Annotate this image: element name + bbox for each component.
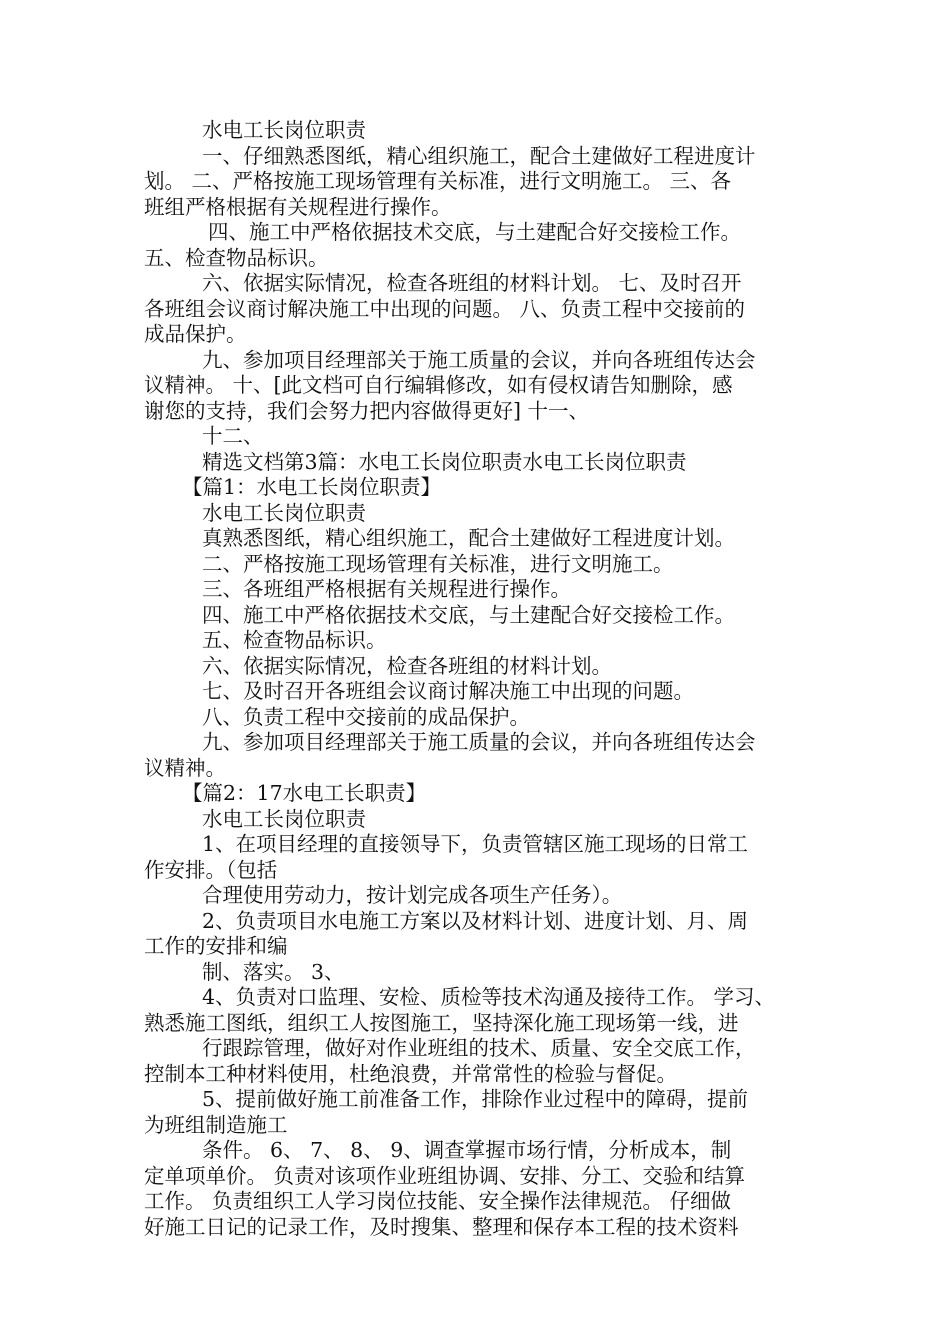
text-line: 工作的安排和编: [144, 934, 288, 958]
text-line: 精选文档第3篇：水电工长岗位职责水电工长岗位职责: [202, 449, 687, 474]
text-line: 班组严格根据有关规程进行操作。: [144, 194, 452, 219]
text-line: 真熟悉图纸，精心组织施工，配合土建做好工程进度计划。: [202, 526, 735, 550]
text-line: 成品保护。: [144, 322, 247, 346]
text-line: 五、检查物品标识。: [202, 628, 387, 652]
text-line: 1、在项目经理的直接领导下，负责管辖区施工现场的日常工: [202, 832, 749, 856]
text-line: 划。 二、严格按施工现场管理有关标准，进行文明施工。 三、各: [144, 169, 732, 193]
text-line: 定单项单价。 负责对该项作业班组协调、安排、分工、交验和结算: [144, 1163, 746, 1188]
text-line: 七、及时召开各班组会议商讨解决施工中出现的问题。: [202, 679, 694, 703]
text-line: 工作。 负责组织工人学习岗位技能、安全操作法律规范。 仔细做: [144, 1189, 732, 1213]
text-line: 水电工长岗位职责: [202, 500, 366, 525]
text-line: 四、施工中严格依据技术交底，与土建配合好交接检工作。: [202, 602, 735, 627]
text-line: 九、参加项目经理部关于施工质量的会议，并向各班组传达会: [202, 730, 756, 754]
text-line: 行跟踪管理，做好对作业班组的技术、质量、安全交底工作，: [202, 1036, 756, 1060]
text-line: 三、各班组严格根据有关规程进行操作。: [202, 577, 571, 601]
text-line: 【篇2：17水电工长职责】: [182, 781, 427, 805]
text-line: 五、检查物品标识。: [144, 245, 329, 270]
text-line: 2、负责项目水电施工方案以及材料计划、进度计划、月、周: [202, 908, 749, 933]
text-line: 四、施工中严格依据技术交底，与土建配合好交接检工作。: [208, 220, 741, 244]
text-line: 控制本工种材料使用，杜绝浪费，并常常性的检验与督促。: [144, 1061, 677, 1086]
text-line: 二、严格按施工现场管理有关标准，进行文明施工。: [202, 551, 674, 576]
text-line: 各班组会议商讨解决施工中出现的问题。 八、负责工程中交接前的: [144, 296, 746, 321]
text-line: 条件。 6、 7、 8、 9、调查掌握市场行情，分析成本，制: [202, 1138, 732, 1162]
text-line: 好施工日记的记录工作，及时搜集、整理和保存本工程的技术资料: [144, 1214, 739, 1239]
text-line: 作安排。（包括: [144, 857, 278, 882]
text-line: 六、依据实际情况，检查各班组的材料计划。: [202, 653, 612, 678]
text-line: 六、依据实际情况，检查各班组的材料计划。 七、及时召开: [202, 271, 742, 295]
text-line: 水电工长岗位职责: [202, 118, 366, 142]
text-line: 十二、: [202, 424, 264, 448]
text-line: 【篇1：水电工长岗位职责】: [182, 475, 442, 499]
text-line: 为班组制造施工: [144, 1112, 288, 1137]
text-line: 议精神。 十、[此文档可自行编辑修改，如有侵权请告知删除，感: [144, 373, 733, 397]
text-line: 制、落实。 3、: [202, 959, 345, 984]
text-line: 谢您的支持，我们会努力把内容做得更好] 十一、: [144, 398, 590, 423]
text-line: 九、参加项目经理部关于施工质量的会议，并向各班组传达会: [202, 347, 756, 372]
text-line: 5、提前做好施工前准备工作，排除作业过程中的障碍，提前: [202, 1087, 749, 1111]
text-line: 八、负责工程中交接前的成品保护。: [202, 704, 530, 729]
document-body: [144, 118, 834, 1240]
text-line: 4、负责对口监理、安检、质检等技术沟通及接待工作。 学习、: [202, 985, 776, 1009]
text-line: 熟悉施工图纸，组织工人按图施工，坚持深化施工现场第一线，进: [144, 1010, 739, 1035]
text-line: 合理使用劳动力，按计划完成各项生产任务）。: [202, 883, 623, 907]
text-line: 议精神。: [144, 755, 226, 780]
text-line: 水电工长岗位职责: [202, 806, 366, 831]
text-line: 一、仔细熟悉图纸，精心组织施工，配合土建做好工程进度计: [202, 143, 756, 168]
